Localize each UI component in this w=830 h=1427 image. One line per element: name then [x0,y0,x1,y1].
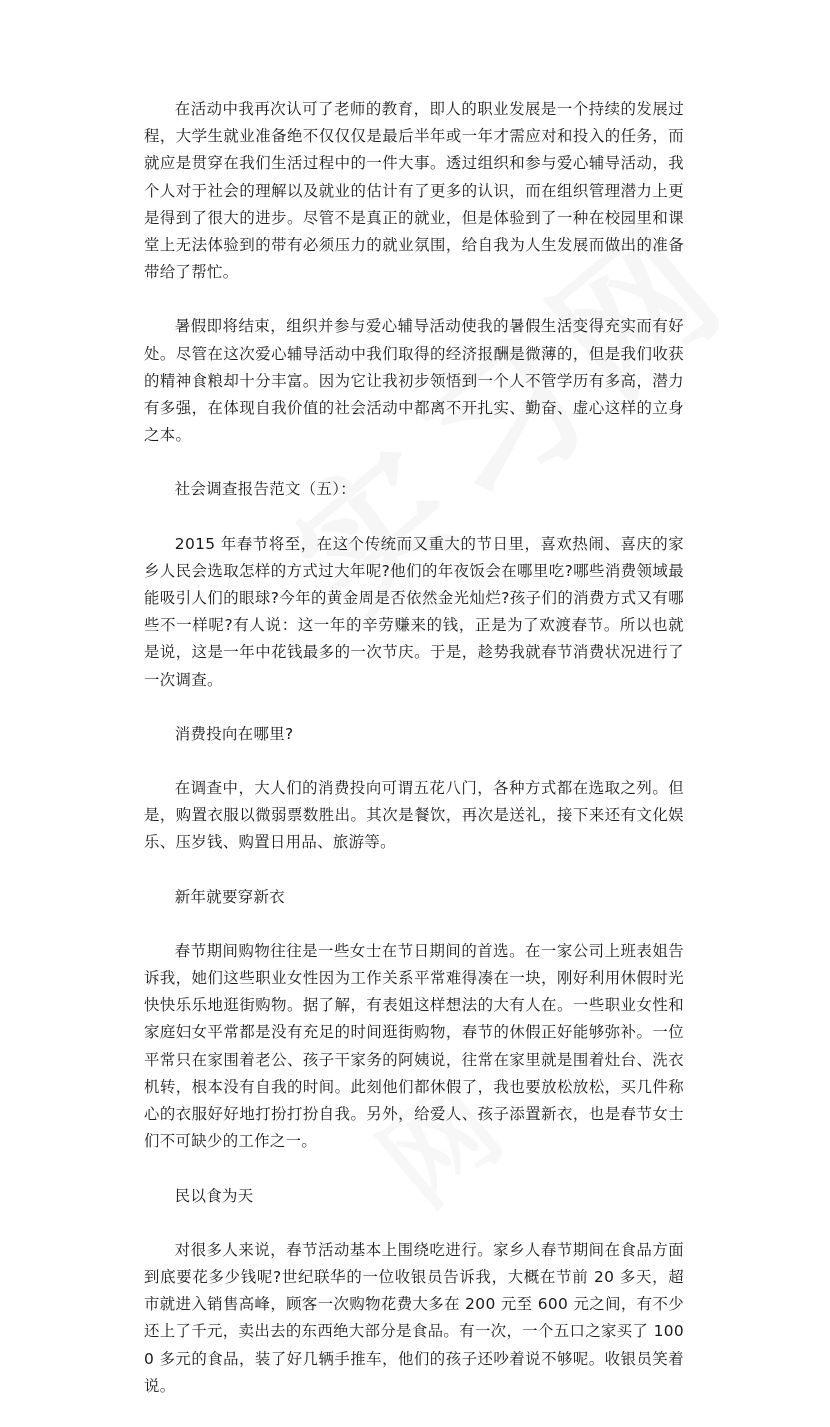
paragraph-summer-summary: 暑假即将结束，组织并参与爱心辅导活动使我的暑假生活变得充实而有好处。尽管在这次爱心辅导活动中我们取得的经济报酬是微薄的，但是我们收获的精神食粮却十分丰富。因为它让我初步领悟到一个人不管学历有多高，潜力有多强，在体现自我价值的社会活动中都离不开扎实、勤奋、虚心这样的立身之本。 [144,317,684,445]
document-body [144,96,684,1427]
paragraph-food: 对很多人来说，春节活动基本上围绕吃进行。家乡人春节期间在食品方面到底要花多少钱呢?世纪联华的一位收银员告诉我，大概在节前 20 多天，超市就进入销售高峰，顾客一次购物花费大多在 200 元至 600 元之间，有不少还上了千元，卖出去的东西绝大部分是食品。有一次，一个五口之家买了 1000 多元的食品，装了好几辆手推车，他们的孩子还吵着说不够呢。收银员笑着说。 [144,1240,684,1395]
section-title-report-five: 社会调查报告范文（五）： [174,480,356,499]
section-heading-new-clothes: 新年就要穿新衣 [174,887,285,906]
section-heading-spending: 消费投向在哪里? [174,724,294,743]
paragraph-new-clothes: 春节期间购物往往是一些女士在节日期间的首选。在一家公司上班表姐告诉我，她们这些职业女性因为工作关系平常难得凑在一块，刚好利用休假时光快快乐乐地逛街购物。据了解，有表姐这样想法的大有人在。一些职业女性和家庭妇女平常都是没有充足的时间逛街购物，春节的休假正好能够弥补。一位平常只在家围着老公、孩子干家务的阿姨说，往常在家里就是围着灶台、洗衣机转，根本没有自我的时间。此刻他们都休假了，我也要放松放松，买几件称心的衣服好好地打扮打扮自我。另外，给爱人、孩子添置新衣，也是春节女士们不可缺少的工作之一。 [144,941,684,1151]
section-heading-food: 民以食为天 [174,1186,254,1205]
paragraph-spending: 在调查中，大人们的消费投向可谓五花八门，各种方式都在选取之列。但是，购置衣服以微弱票数胜出。其次是餐饮，再次是送礼，接下来还有文化娱乐、压岁钱、购置日用品、旅游等。 [144,779,684,852]
paragraph-career-development: 在活动中我再次认可了老师的教育，即人的职业发展是一个持续的发展过程，大学生就业准备绝不仅仅仅是最后半年或一年才需应对和投入的任务，而就应是贯穿在我们生活过程中的一件大事。透过组织和参与爱心辅导活动，我个人对于社会的理解以及就业的估计有了更多的认识，而在组织管理潜力上更是得到了很大的进步。尽管不是真正的就业，但是体验到了一种在校园里和课堂上无法体验到的带有必须压力的就业氛围，给自我为人生发展而做出的准备带给了帮忙。 [144,100,684,282]
paragraph-spring-festival-intro: 2015 年春节将至，在这个传统而又重大的节日里，喜欢热闹、喜庆的家乡人民会选取怎样的方式过大年呢?他们的年夜饭会在哪里吃?哪些消费领域最能吸引人们的眼球?今年的黄金周是否依然金光灿烂?孩子们的消费方式又有哪些不一样呢?有人说：这一年的辛劳赚来的钱，正是为了欢渡春节。所以也就是说，这是一年中花钱最多的一次节庆。于是，趁势我就春节消费状况进行了一次调查。 [144,534,684,689]
